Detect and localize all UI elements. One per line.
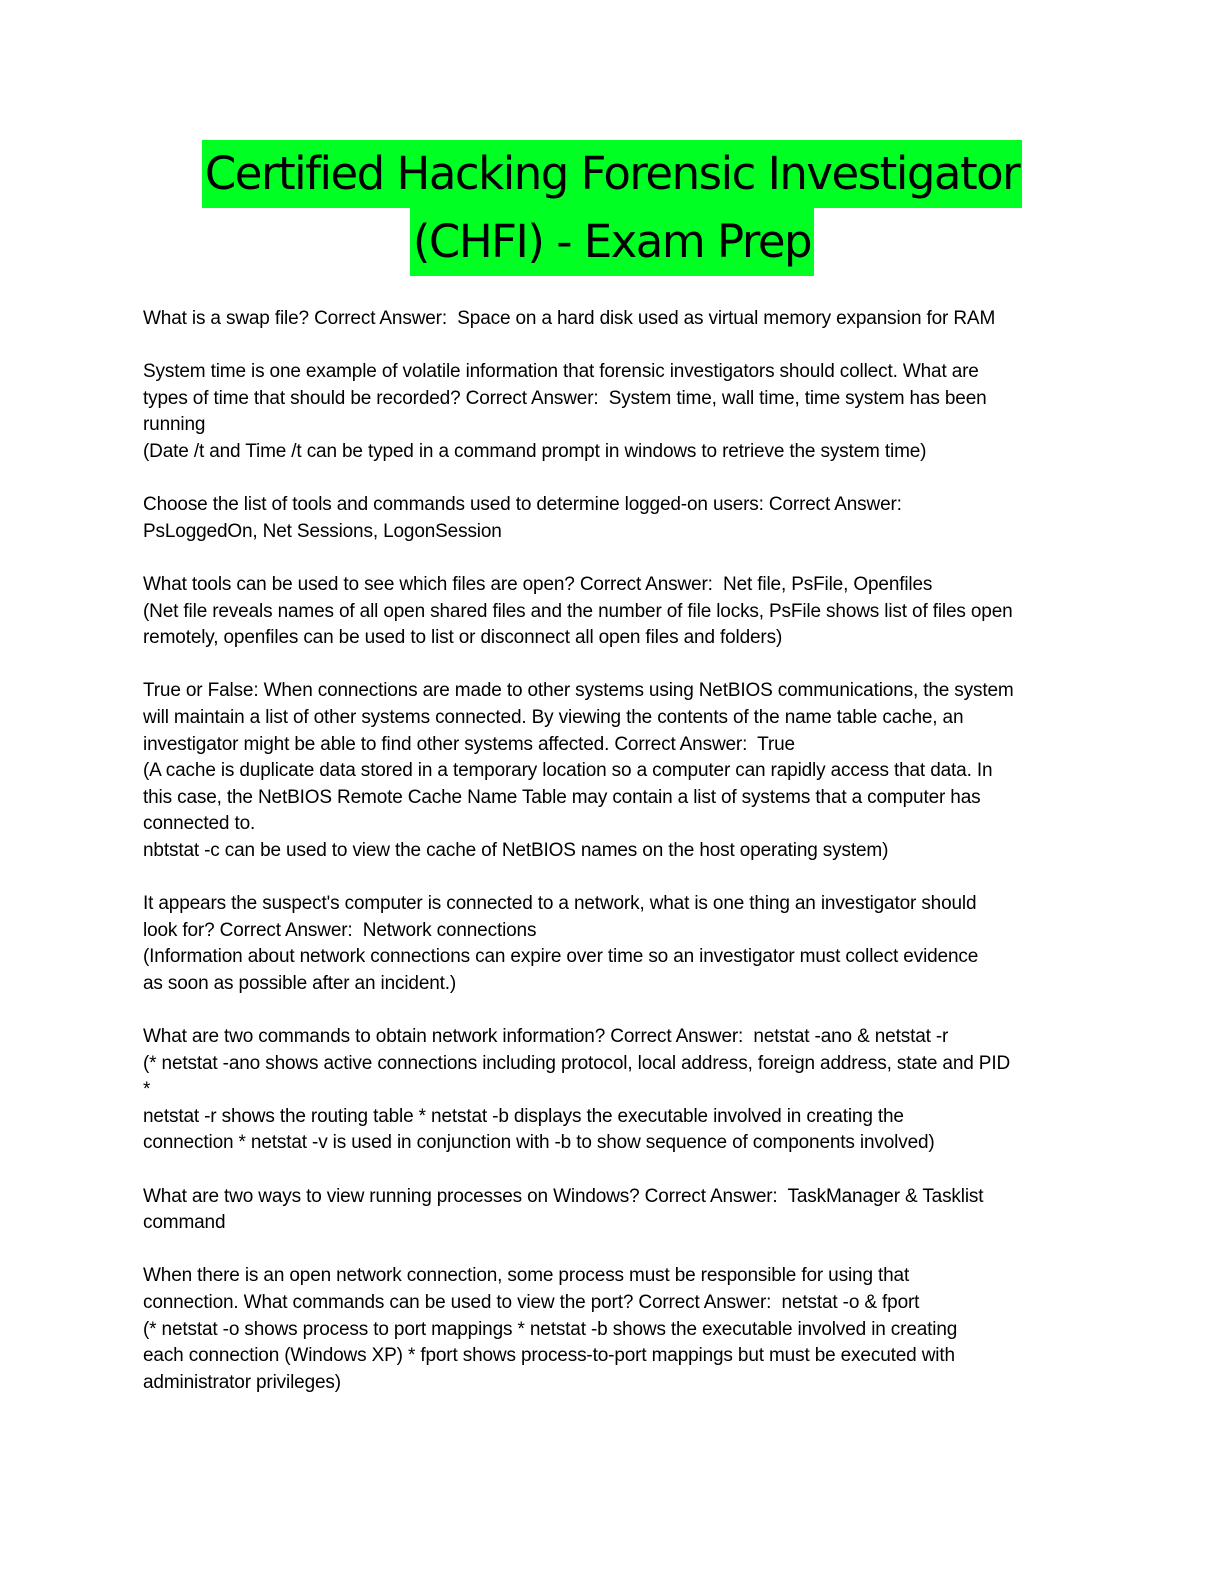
qa-line: types of time that should be recorded? Correct Answer: System time, wall time, time system has been bbox=[143, 387, 987, 409]
qa-item bbox=[143, 1184, 1083, 1237]
qa-item bbox=[143, 306, 1083, 333]
qa-line: command bbox=[143, 1212, 226, 1234]
qa-item bbox=[143, 891, 1083, 997]
qa-line: connection * netstat -v is used in conjunction with -b to show sequence of components involved) bbox=[143, 1132, 935, 1154]
qa-line: Choose the list of tools and commands used to determine logged-on users: Correct Answer: bbox=[143, 494, 902, 516]
qa-line: remotely, openfiles can be used to list or disconnect all open files and folders) bbox=[143, 627, 783, 649]
qa-line: nbtstat -c can be used to view the cache of NetBIOS names on the host operating system) bbox=[143, 839, 889, 861]
qa-line: look for? Correct Answer: Network connections bbox=[143, 919, 537, 941]
qa-line: running bbox=[143, 414, 206, 436]
qa-line: PsLoggedOn, Net Sessions, LogonSession bbox=[143, 520, 502, 542]
qa-list bbox=[143, 306, 1083, 1423]
qa-line: connected to. bbox=[143, 813, 256, 835]
qa-line: (A cache is duplicate data stored in a temporary location so a computer can rapidly access that data. In bbox=[143, 760, 993, 782]
qa-item bbox=[143, 359, 1083, 465]
qa-line: as soon as possible after an incident.) bbox=[143, 972, 457, 994]
qa-line: (* netstat -o shows process to port mappings * netstat -b shows the executable involved in creating bbox=[143, 1318, 958, 1340]
qa-line: What tools can be used to see which files are open? Correct Answer: Net file, PsFile, Openfiles bbox=[143, 573, 933, 595]
qa-item bbox=[143, 678, 1083, 864]
qa-line: When there is an open network connection, some process must be responsible for using that bbox=[143, 1265, 910, 1287]
qa-item bbox=[143, 1024, 1083, 1157]
qa-line: (* netstat -ano shows active connections including protocol, local address, foreign address, state and PID bbox=[143, 1052, 1011, 1074]
qa-line: It appears the suspect's computer is connected to a network, what is one thing an investigator should bbox=[143, 893, 977, 915]
qa-line: What are two ways to view running processes on Windows? Correct Answer: TaskManager & Tasklist bbox=[143, 1185, 984, 1207]
qa-line: this case, the NetBIOS Remote Cache Name Table may contain a list of systems that a computer has bbox=[143, 786, 981, 808]
qa-line: (Information about network connections can expire over time so an investigator must collect evidence bbox=[143, 946, 979, 968]
qa-line: What is a swap file? Correct Answer: Space on a hard disk used as virtual memory expansion for RAM bbox=[143, 308, 996, 329]
qa-line: True or False: When connections are made to other systems using NetBIOS communications, the system bbox=[143, 680, 1014, 702]
qa-item bbox=[143, 1263, 1083, 1396]
qa-line: (Net file reveals names of all open shared files and the number of file locks, PsFile shows list of files open bbox=[143, 600, 1013, 622]
qa-line: administrator privileges) bbox=[143, 1371, 341, 1393]
qa-item bbox=[143, 572, 1083, 652]
page-title bbox=[0, 140, 1224, 276]
qa-line: netstat -r shows the routing table * netstat -b displays the executable involved in creating the bbox=[143, 1105, 904, 1127]
qa-line: What are two commands to obtain network information? Correct Answer: netstat -ano & netstat -r bbox=[143, 1026, 949, 1048]
title-line-2: (CHFI) - Exam Prep bbox=[410, 208, 814, 276]
qa-line: System time is one example of volatile information that forensic investigators should collect. What are bbox=[143, 361, 979, 383]
qa-item bbox=[143, 492, 1083, 545]
qa-line: will maintain a list of other systems connected. By viewing the contents of the name table cache, an bbox=[143, 706, 964, 728]
qa-line: each connection (Windows XP) * fport shows process-to-port mappings but must be executed with bbox=[143, 1345, 955, 1367]
qa-line: investigator might be able to find other systems affected. Correct Answer: True bbox=[143, 733, 795, 755]
qa-line: connection. What commands can be used to view the port? Correct Answer: netstat -o & fport bbox=[143, 1291, 920, 1313]
qa-line: (Date /t and Time /t can be typed in a command prompt in windows to retrieve the system time) bbox=[143, 440, 927, 462]
title-line-1: Certified Hacking Forensic Investigator bbox=[202, 140, 1022, 208]
qa-line: * bbox=[143, 1079, 151, 1101]
